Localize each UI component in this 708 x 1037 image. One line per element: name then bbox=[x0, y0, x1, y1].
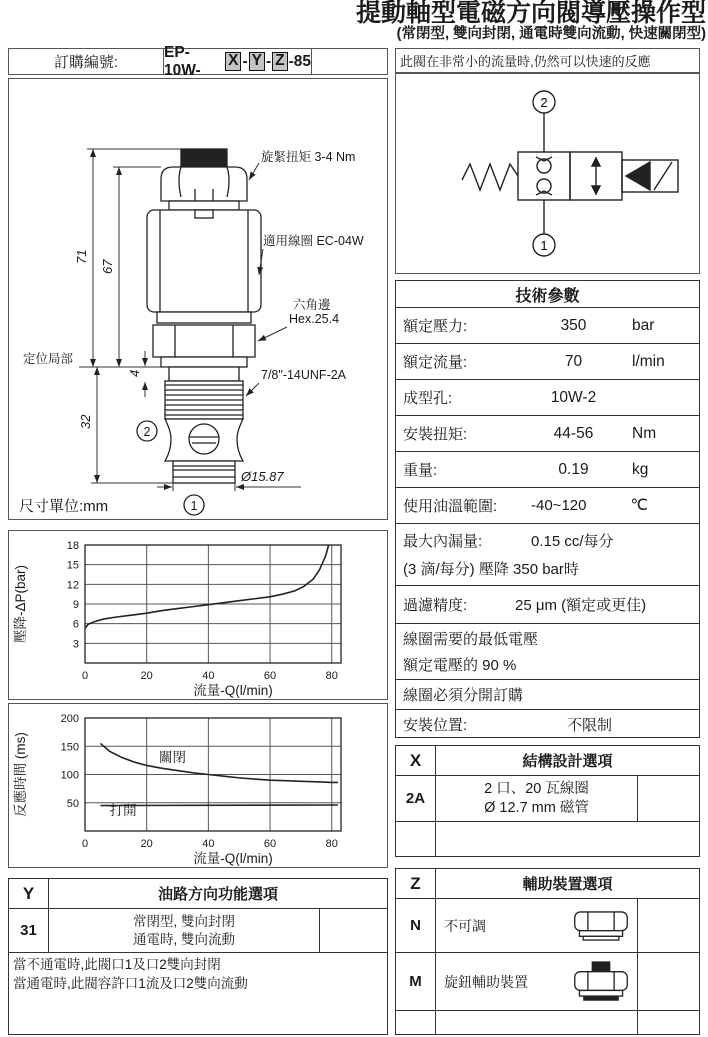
option-z-row-n bbox=[396, 899, 699, 953]
option-x-row-2a bbox=[396, 776, 699, 822]
symbol-port-1: 1 bbox=[540, 238, 548, 253]
svg-text:40: 40 bbox=[202, 670, 215, 682]
diameter-label: Ø15.87 bbox=[241, 469, 284, 484]
torque-label: 旋緊扭矩 3-4 Nm bbox=[261, 150, 356, 164]
svg-text:打開: 打開 bbox=[109, 803, 137, 819]
tech-label: 最大內漏量: bbox=[403, 533, 483, 551]
tech-row-filtration bbox=[396, 585, 699, 623]
svg-text:80: 80 bbox=[325, 838, 338, 850]
drawing-port-1: 1 bbox=[190, 499, 198, 513]
tech-value-line2: 額定電壓的 90 % bbox=[403, 656, 517, 674]
option-x-row-desc bbox=[436, 776, 637, 821]
order-code-option-y: Y bbox=[249, 52, 265, 70]
option-y-note bbox=[9, 953, 387, 997]
dim-67: 67 bbox=[100, 259, 115, 274]
svg-text:15: 15 bbox=[66, 559, 79, 572]
option-x-title: 結構設計選項 bbox=[522, 753, 613, 770]
tech-value: 70 bbox=[564, 352, 583, 370]
order-code-table bbox=[8, 43, 388, 79]
option-z-row-m-desc-cell bbox=[436, 953, 637, 1010]
svg-text:20: 20 bbox=[140, 838, 153, 850]
tech-value: 不限制 bbox=[567, 717, 613, 734]
page-title: 提動軸型電磁方向閥導壓操作型 bbox=[355, 0, 706, 27]
locating-land bbox=[169, 367, 239, 381]
option-z-row-m-desc: 旋鈕輔助裝置 bbox=[444, 973, 528, 990]
valve-drawing-svg bbox=[9, 79, 387, 519]
tech-row-leakage bbox=[396, 523, 699, 585]
svg-text:18: 18 bbox=[66, 540, 79, 552]
svg-text:60: 60 bbox=[263, 670, 277, 682]
title-block bbox=[356, 0, 706, 43]
svg-text:60: 60 bbox=[263, 838, 277, 850]
option-z-row-m-code: M bbox=[396, 953, 436, 1010]
tech-value: 0.19 bbox=[558, 460, 589, 478]
option-z-title: 輔助裝置選項 bbox=[522, 876, 613, 893]
dimension-unit-note: 尺寸單位:mm bbox=[19, 498, 109, 515]
tech-row-oil-temp bbox=[396, 487, 699, 523]
pressure-drop-chart bbox=[8, 530, 388, 700]
option-z-row-n-empty bbox=[637, 899, 699, 952]
option-z-row-m-empty bbox=[637, 953, 699, 1010]
schematic-note: 此閥在非常小的流量時,仍然可以快速的反應 bbox=[395, 48, 700, 73]
dim-4: 4 bbox=[127, 369, 142, 377]
svg-text:20: 20 bbox=[140, 670, 153, 682]
svg-text:12: 12 bbox=[66, 579, 79, 592]
option-y-header bbox=[9, 879, 387, 909]
svg-text:100: 100 bbox=[60, 769, 79, 782]
svg-text:流量-Q(l/min): 流量-Q(l/min) bbox=[193, 851, 273, 866]
order-code-sep1: - bbox=[242, 52, 248, 70]
tech-value: 350 bbox=[560, 316, 587, 334]
option-y-table bbox=[8, 878, 388, 1035]
knurled-cap bbox=[181, 149, 227, 167]
valve-dimension-drawing bbox=[8, 78, 388, 520]
response-time-chart-svg bbox=[9, 704, 387, 867]
tech-unit: Nm bbox=[632, 424, 657, 442]
option-z-code: Z bbox=[396, 869, 436, 898]
coil-body bbox=[147, 210, 261, 312]
tech-value-line2: (3 滴/每分) 壓降 350 bar時 bbox=[403, 560, 579, 578]
option-x-desc-line1: 2 口、20 瓦線圈 bbox=[484, 780, 589, 797]
tech-row-torque bbox=[396, 415, 699, 451]
tech-row-flow bbox=[396, 343, 699, 379]
tech-row-weight bbox=[396, 451, 699, 487]
tech-label: 成型孔: bbox=[403, 390, 453, 407]
option-z-row-n-code: N bbox=[396, 899, 436, 952]
tech-params-title: 技術參數 bbox=[515, 287, 580, 305]
svg-text:流量-Q(l/min): 流量-Q(l/min) bbox=[193, 683, 273, 698]
svg-text:3: 3 bbox=[72, 638, 79, 651]
svg-text:6: 6 bbox=[72, 618, 79, 631]
tech-label: 過濾精度: bbox=[403, 597, 468, 614]
tech-row-cavity bbox=[396, 379, 699, 415]
drawing-port-2: 2 bbox=[143, 425, 151, 439]
svg-text:關閉: 關閉 bbox=[159, 750, 187, 766]
tech-unit: l/min bbox=[632, 352, 665, 370]
order-code-sep2: - bbox=[265, 52, 272, 70]
page-subtitle: (常閉型, 雙向封閉, 通電時雙向流動, 快速關閉型) bbox=[396, 26, 706, 42]
response-time-chart bbox=[8, 703, 388, 868]
order-code-option-x: X bbox=[225, 52, 241, 70]
plain-nut-icon bbox=[571, 910, 631, 942]
tech-label: 安裝位置: bbox=[403, 717, 468, 734]
option-x-filler bbox=[396, 822, 699, 856]
stem bbox=[173, 461, 235, 483]
svg-text:9: 9 bbox=[72, 599, 79, 611]
svg-text:80: 80 bbox=[325, 670, 338, 682]
tech-unit: kg bbox=[632, 460, 649, 478]
order-code-option-z: Z bbox=[272, 52, 287, 70]
tech-row-pressure bbox=[396, 307, 699, 343]
thread-section bbox=[165, 381, 243, 419]
tech-row-mounting bbox=[396, 709, 699, 739]
option-y-row-31 bbox=[9, 909, 387, 953]
svg-text:50: 50 bbox=[66, 797, 79, 810]
locating-label: 定位局部 bbox=[23, 352, 74, 366]
pressure-drop-chart-svg bbox=[9, 531, 387, 699]
dim-71: 71 bbox=[74, 249, 89, 264]
svg-text:40: 40 bbox=[202, 838, 215, 850]
option-z-header bbox=[396, 869, 699, 899]
tech-value: 44-56 bbox=[553, 424, 594, 442]
svg-text:壓降-ΔP(bar): 壓降-ΔP(bar) bbox=[13, 564, 28, 644]
tech-label: 重量: bbox=[403, 462, 438, 479]
tech-label: 額定壓力: bbox=[403, 318, 468, 335]
option-y-note-line1: 當不通電時,此閥口1及口2雙向封閉 bbox=[13, 957, 221, 972]
order-code-prefix: EP-10W- bbox=[164, 43, 201, 79]
valve-body bbox=[147, 149, 261, 483]
option-x-empty-cell bbox=[637, 776, 699, 821]
option-y-title: 油路方向功能選項 bbox=[157, 886, 278, 903]
option-x-row-code: 2A bbox=[396, 776, 436, 821]
tech-value: -40~120 bbox=[531, 497, 587, 514]
order-code-value bbox=[164, 43, 312, 79]
tech-value: 10W-2 bbox=[550, 388, 597, 406]
svg-text:0: 0 bbox=[81, 838, 89, 850]
option-y-empty-cell bbox=[319, 909, 387, 952]
option-x-table bbox=[395, 745, 700, 857]
option-z-row-n-desc: 不可調 bbox=[444, 917, 486, 934]
svg-text:反應時間 (ms): 反應時間 (ms) bbox=[13, 732, 28, 817]
option-x-desc-line2: Ø 12.7 mm 磁管 bbox=[484, 799, 589, 816]
tech-unit: bar bbox=[632, 316, 655, 334]
option-y-desc-line1: 常閉型, 雙向封閉 bbox=[132, 913, 235, 929]
tech-unit: ℃ bbox=[630, 497, 648, 514]
tech-label: 使用油溫範圍: bbox=[403, 498, 498, 515]
option-y-desc-line2: 通電時, 雙向流動 bbox=[132, 931, 235, 947]
tech-params-table bbox=[395, 280, 700, 738]
option-x-code: X bbox=[396, 746, 436, 775]
tech-row-min-voltage bbox=[396, 623, 699, 679]
option-z-filler bbox=[396, 1011, 699, 1034]
hydraulic-symbol-box bbox=[395, 73, 700, 274]
hex-label: 六角邊 bbox=[293, 298, 331, 312]
option-y-code: Y bbox=[9, 879, 49, 908]
option-x-header bbox=[396, 746, 699, 776]
hex-size-label: Hex.25.4 bbox=[289, 312, 340, 326]
option-z-row-m bbox=[396, 953, 699, 1011]
thread-label: 7/8"-14UNF-2A bbox=[261, 368, 347, 382]
tech-label: 額定流量: bbox=[403, 354, 468, 371]
tech-value: 25 μm (額定或更佳) bbox=[515, 597, 647, 614]
hex-nut bbox=[153, 325, 255, 357]
dim-32: 32 bbox=[78, 414, 93, 429]
svg-text:0: 0 bbox=[81, 670, 89, 682]
hydraulic-symbol-svg bbox=[396, 74, 699, 273]
order-code-label: 訂購編號: bbox=[9, 49, 164, 74]
svg-text:200: 200 bbox=[60, 713, 79, 725]
tech-label: 線圈必須分開訂購 bbox=[403, 687, 524, 704]
knob-nut-icon bbox=[571, 961, 631, 1003]
screw-slot bbox=[189, 424, 219, 454]
option-y-note-line2: 當通電時,此閥容許口1流及口2雙向流動 bbox=[13, 975, 248, 991]
tech-label: 線圈需要的最低電壓 bbox=[403, 631, 539, 649]
svg-text:150: 150 bbox=[60, 741, 79, 754]
order-code-suffix: -85 bbox=[288, 52, 311, 70]
symbol-port-2: 2 bbox=[540, 95, 548, 110]
tech-row-coil-order bbox=[396, 679, 699, 709]
coil-label: 適用線圈 EC-04W bbox=[263, 234, 364, 248]
option-y-row-desc bbox=[49, 909, 319, 952]
option-y-row-code: 31 bbox=[9, 909, 49, 952]
tech-value: 0.15 cc/每分 bbox=[531, 533, 614, 551]
spring-symbol bbox=[462, 164, 518, 190]
option-z-table bbox=[395, 868, 700, 1035]
option-z-row-n-desc-cell bbox=[436, 899, 637, 952]
tech-label: 安裝扭矩: bbox=[403, 426, 468, 443]
